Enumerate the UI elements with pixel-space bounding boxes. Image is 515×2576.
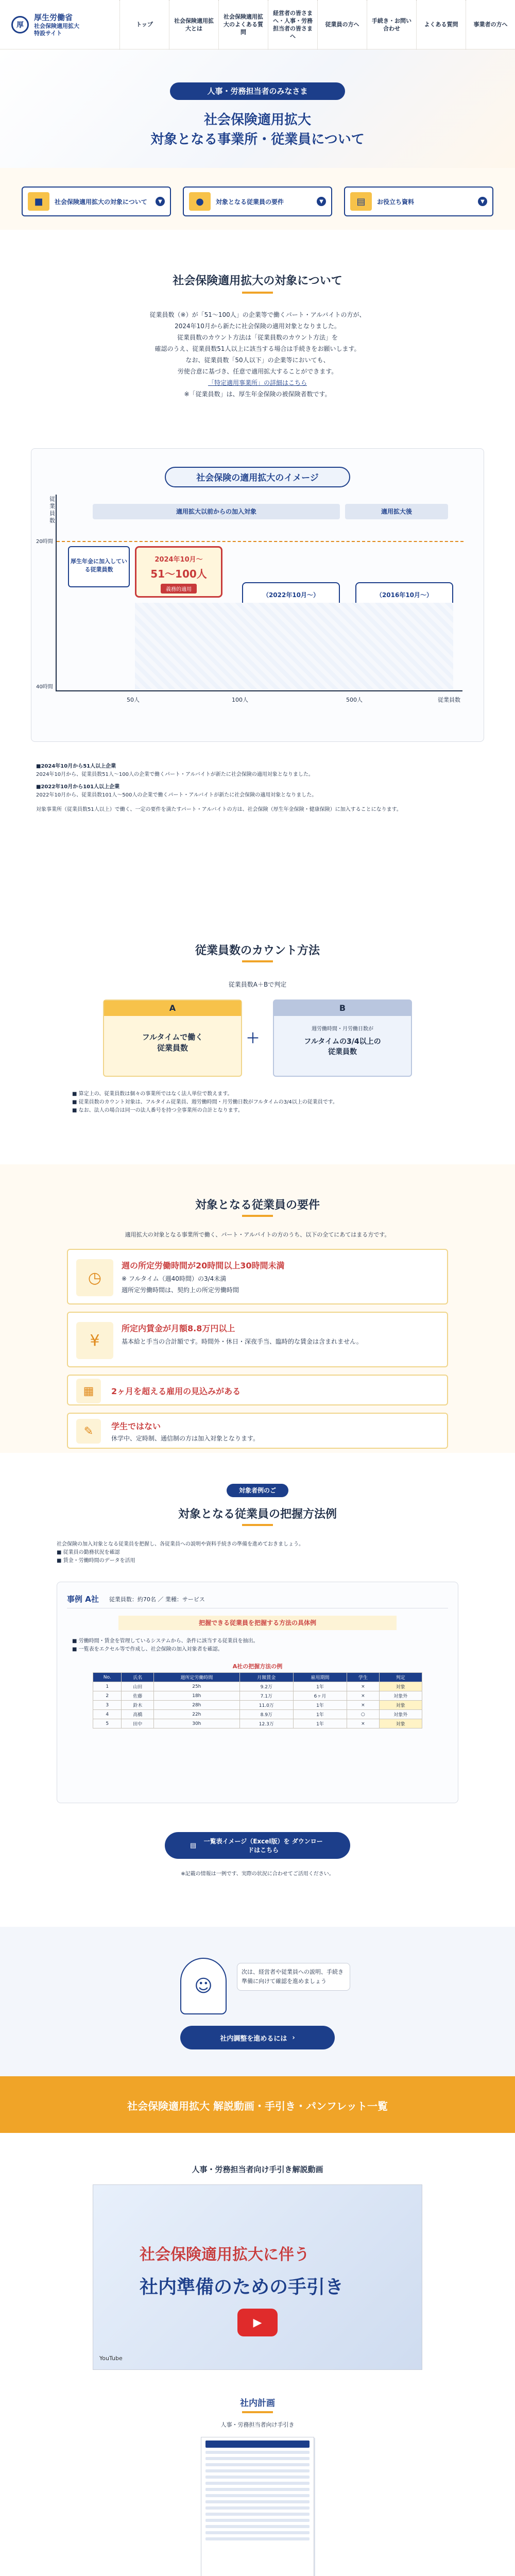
guide-title: 社内計画 — [240, 2398, 275, 2409]
count-note: ■ なお、法人の場合は同一の法人番号を持つ全事業所の合計となります。 — [72, 1108, 243, 1113]
req-item-line: 基本給と手当の合計額です。時間外・休日・深夜手当、臨時的な賃金は含まれません。 — [122, 1338, 363, 1345]
download-excel-button[interactable] — [165, 1832, 350, 1859]
count-a-text: フルタイムで働く — [142, 1032, 203, 1042]
student-icon: ✎ — [76, 1419, 101, 1444]
count-plus: ＋ — [246, 1031, 260, 1046]
x-axis-label: 従業員数 — [438, 697, 460, 703]
next-bubble: 次は、経営者や従業員への説明、手続き準備に向けて確認を進めましょう — [237, 1963, 350, 1991]
example-title: 対象となる従業員の把握方法例 — [178, 1508, 337, 1521]
video-title: 人事・労務担当者向け手引き解説動画 — [192, 2165, 323, 2174]
nav-item-employees[interactable]: 従業員の方へ — [317, 0, 367, 49]
title-underline — [242, 1215, 273, 1217]
hero-title-2: 対象となる事業所・従業員について — [150, 132, 365, 147]
chevron-down-icon: ▼ — [156, 197, 165, 206]
bullet-body: 2024年10月から、従業員数51人～100人の企業で働くパート・アルバイトが新たに社会保険の適用対象となりました。 — [36, 772, 314, 777]
calendar-icon: ▦ — [76, 1379, 101, 1403]
table-row: 2 佐藤 18h 7.1万 6ヶ月 × 対象外 — [93, 1691, 422, 1701]
target-intro — [72, 309, 443, 400]
tile-requirements-label: 対象となる従業員の要件 — [216, 198, 284, 206]
count-box-b — [273, 999, 412, 1077]
count-notes — [72, 1090, 443, 1115]
table-header: 雇用期間 — [293, 1673, 347, 1682]
tile-target[interactable] — [22, 187, 171, 216]
internal-adjustment-button[interactable] — [180, 2026, 335, 2049]
intro-line: 2024年10月から新たに社会保険の適用対象となりました。 — [175, 323, 340, 330]
table-header: 学生 — [347, 1673, 380, 1682]
count-a-label: A — [104, 1001, 241, 1016]
y-tick-bottom: 40時間 — [36, 684, 53, 690]
tile-requirements[interactable] — [183, 187, 332, 216]
req-item-line: 週所定労働時間は、契約上の所定労働時間 — [122, 1286, 239, 1294]
intro-line: 確認のうえ、従業員数51人以上に該当する場合は手続きをお願いします。 — [154, 345, 360, 352]
mhlw-logo-icon: 厚 — [11, 16, 29, 33]
download-label: 一覧表イメージ（Excel版）を ダウンロードはこちら — [203, 1838, 323, 1854]
count-b-text: 従業員数 — [328, 1048, 357, 1056]
current-group: 厚生年金に加入している従業員数 — [68, 546, 130, 587]
period-when: （2022年10月～） — [262, 591, 320, 599]
building-icon: ■ — [28, 192, 49, 211]
req-item-title: 2ヶ月を超える雇用の見込みがある — [111, 1386, 241, 1396]
chart-y-axis — [56, 495, 57, 691]
download-note: ※記載の情報は一例です、実際の状況に合わせてご活用ください。 — [181, 1871, 334, 1877]
target-title: 社会保険適用拡大の対象について — [173, 275, 342, 287]
materials-band-title: 社会保険適用拡大 解説動画・手引き・パンフレット一覧 — [127, 2100, 388, 2112]
count-a-text: 従業員数 — [157, 1043, 188, 1053]
tile-materials-label: お役立ち資料 — [377, 198, 415, 206]
video-text-1: 社会保険適用拡大に伴う — [140, 2246, 310, 2264]
req-item-student — [67, 1413, 448, 1449]
chart-y-label: 従業員数 — [49, 496, 55, 524]
chevron-down-icon: ▼ — [317, 197, 326, 206]
table-header: 月額賃金 — [239, 1673, 293, 1682]
bullet-head: ■2022年10月から101人以上企業 — [36, 784, 120, 790]
hero-tag: 人事・労務担当者のみなさま — [170, 82, 345, 100]
site-header — [0, 0, 515, 49]
site-logo[interactable] — [0, 12, 119, 37]
count-note: ■ 算定上の、従業員数は個々の事業所ではなく法人単位で数えます。 — [72, 1091, 233, 1097]
target-footnote: 対象事業所（従業員数51人以上）で働く、一定の要件を満たすパート・アルバイトの方は、社会保険（厚生年金保険・健康保険）に加入することになります。 — [36, 807, 402, 812]
count-sub: 従業員数A＋Bで判定 — [228, 981, 287, 988]
chart-region — [135, 603, 453, 689]
table-caption: A社の把握方法の例 — [232, 1663, 283, 1670]
table-row: 1 山田 25h 9.2万 1年 × 対象 — [93, 1682, 422, 1691]
y-tick-top: 20時間 — [36, 539, 53, 545]
req-intro: 適用拡大の対象となる事業所で働く、パート・アルバイトの方のうち、以下の全てにあてはまる方です。 — [125, 1231, 390, 1238]
people-icon: ● — [189, 192, 211, 211]
employee-table — [93, 1672, 422, 1728]
title-underline — [242, 2411, 273, 2413]
clock-icon: ◷ — [76, 1259, 113, 1296]
table-header: 判定 — [379, 1673, 422, 1682]
table-row: 4 高橋 22h 8.9万 1年 ○ 対象外 — [93, 1710, 422, 1719]
example-tag: 対象者例のご — [227, 1484, 288, 1497]
nav-item-about[interactable]: 社会保険適用拡大とは — [169, 0, 218, 49]
yen-icon: ¥ — [76, 1322, 113, 1359]
video-text-2: 社内準備のための手引き — [140, 2277, 344, 2298]
video-player[interactable] — [93, 2184, 422, 2370]
next-btn-label: 社内調整を進めるには — [220, 2035, 287, 2043]
nav-item-business[interactable]: 事業者の方へ — [466, 0, 515, 49]
count-box-a — [103, 999, 242, 1077]
table-row: 3 鈴木 28h 11.0万 1年 × 対象 — [93, 1701, 422, 1710]
req-item-title: 学生ではない — [111, 1421, 161, 1431]
after-badge: 適用拡大後 — [345, 504, 448, 519]
case-header — [67, 1590, 448, 1608]
count-b-text: フルタイムの3/4以上の — [304, 1038, 381, 1046]
count-note: ■ 従業員数のカウント対象は、フルタイム従業員、週労働時間・月労働日数がフルタイムの3/4以上の従業員です。 — [72, 1099, 338, 1105]
x-tick-50: 50人 — [127, 697, 140, 703]
example-point: 社会保険の加入対象となる従業員を把握し、各従業員への説明や資料手続きの準備を進めておきましょう。 — [57, 1541, 304, 1547]
example-points — [57, 1540, 458, 1565]
tile-materials[interactable] — [344, 187, 493, 216]
image-title: 社会保険の適用拡大のイメージ — [165, 467, 350, 487]
bullet-body: 2022年10月から、従業員数101人～500人の企業で働くパート・アルバイトが新たに社会保険の適用対象となりました。 — [36, 792, 317, 798]
case-bullet: ■ 労働時間・賃金を管理しているシステムから、条件に該当する従業員を抽出。 — [72, 1638, 259, 1644]
before-badge: 適用拡大以前からの加入対象 — [93, 504, 340, 519]
arrow-right-icon: › — [292, 2033, 295, 2042]
period-when: （2016年10月～） — [375, 591, 433, 599]
count-b-label: B — [274, 1001, 411, 1016]
chart-x-axis — [56, 690, 462, 691]
threshold-line — [57, 541, 464, 542]
intro-line: 従業員数（※）が「51～100人」の企業等で働くパート・アルバイトの方が、 — [149, 311, 366, 318]
table-header: No. — [93, 1673, 122, 1682]
title-underline — [242, 1524, 273, 1526]
hero-section — [0, 49, 515, 168]
guide-thumbnail[interactable] — [201, 2437, 314, 2576]
case-box-title: 把握できる従業員を把握する方法の具体例 — [118, 1616, 397, 1630]
guide-sub: 人事・労務担当者向け手引き — [220, 2421, 295, 2428]
x-tick-100: 100人 — [232, 697, 248, 703]
case-desc: 従業員数：約70名 ／ 業種：サービス — [109, 1596, 205, 1603]
youtube-label: YouTube — [99, 2355, 123, 2362]
table-header: 氏名 — [122, 1673, 154, 1682]
intro-line: 従業員数のカウント方法は「従業員数のカウント方法」を — [177, 334, 338, 341]
period-tag: 義務的適用 — [161, 584, 197, 594]
global-nav — [119, 0, 515, 49]
case-bullets — [72, 1637, 443, 1654]
example-point: ■ 従業員の勤務状況を確認 — [57, 1550, 120, 1555]
title-underline — [242, 292, 273, 294]
table-row: 5 田中 30h 12.3万 1年 × 対象 — [93, 1719, 422, 1728]
nav-item-faq-about[interactable]: 社会保険適用拡大のよくある質問 — [218, 0, 268, 49]
next-section — [0, 1927, 515, 2076]
play-icon[interactable]: ▶ — [237, 2309, 278, 2336]
staff-illustration-icon: ☺ — [180, 1958, 227, 2014]
hero-title-1: 社会保険適用拡大 — [203, 112, 311, 128]
nav-item-hr[interactable]: 経営者の皆さまへ・人事・労務担当者の皆さまへ — [268, 0, 317, 49]
intro-line: 労使合意に基づき、任意で適用拡大することができます。 — [177, 368, 338, 375]
target-note: ※「従業員数」は、厚生年金保険の被保険者数です。 — [184, 391, 331, 398]
period-count: 51～100人 — [150, 568, 207, 580]
table-header-row — [93, 1673, 422, 1682]
count-title: 従業員数のカウント方法 — [195, 944, 320, 957]
title-underline — [242, 960, 273, 962]
logo-sub2: 特設サイト — [34, 30, 62, 37]
spreadsheet-icon: ▤ — [190, 1841, 197, 1850]
intro-line: なお、従業員数「50人以下」の企業等においても、 — [185, 357, 330, 364]
target-bullets — [36, 762, 479, 814]
req-item-wage — [67, 1312, 448, 1367]
req-item-employment — [67, 1375, 448, 1405]
req-item-line: ※ フルタイム（週40時間）の3/4未満 — [122, 1275, 227, 1282]
document-icon: ▤ — [350, 192, 372, 211]
period-card-2024 — [135, 546, 222, 598]
req-item-line: 休学中、定時制、通信制の方は加入対象となります。 — [111, 1435, 260, 1442]
tile-target-label: 社会保険適用拡大の対象について — [55, 198, 147, 206]
table-header: 週所定労働時間 — [153, 1673, 239, 1682]
case-bullet: ■ 一覧表をエクセル等で作成し、社会保険の加入対象者を確認。 — [72, 1647, 223, 1652]
count-b-text: 週労働時間・月労働日数が — [312, 1026, 373, 1032]
req-item-hours — [67, 1249, 448, 1304]
nav-item-faq[interactable]: よくある質問 — [416, 0, 466, 49]
logo-main: 厚生労働省 — [34, 13, 73, 22]
period-when: 2024年10月～ — [154, 556, 203, 564]
bullet-head: ■2024年10月から51人以上企業 — [36, 764, 116, 769]
req-item-title: 所定内賃金が月額8.8万円以上 — [122, 1324, 235, 1333]
nav-item-top[interactable]: トップ — [119, 0, 169, 49]
case-title: 事例 A社 — [67, 1595, 99, 1604]
example-point: ■ 賃金・労働時間のデータを活用 — [57, 1558, 135, 1564]
x-tick-500: 500人 — [346, 697, 363, 703]
chevron-down-icon: ▼ — [478, 197, 487, 206]
specific-office-link[interactable]: 「特定適用事業所」の詳細はこちら — [208, 379, 307, 386]
nav-item-procedures[interactable]: 手続き・お問い合わせ — [367, 0, 416, 49]
req-item-title: 週の所定労働時間が20時間以上30時間未満 — [122, 1261, 285, 1270]
logo-sub1: 社会保険適用拡大 — [34, 23, 79, 29]
req-title: 対象となる従業員の要件 — [195, 1199, 320, 1212]
